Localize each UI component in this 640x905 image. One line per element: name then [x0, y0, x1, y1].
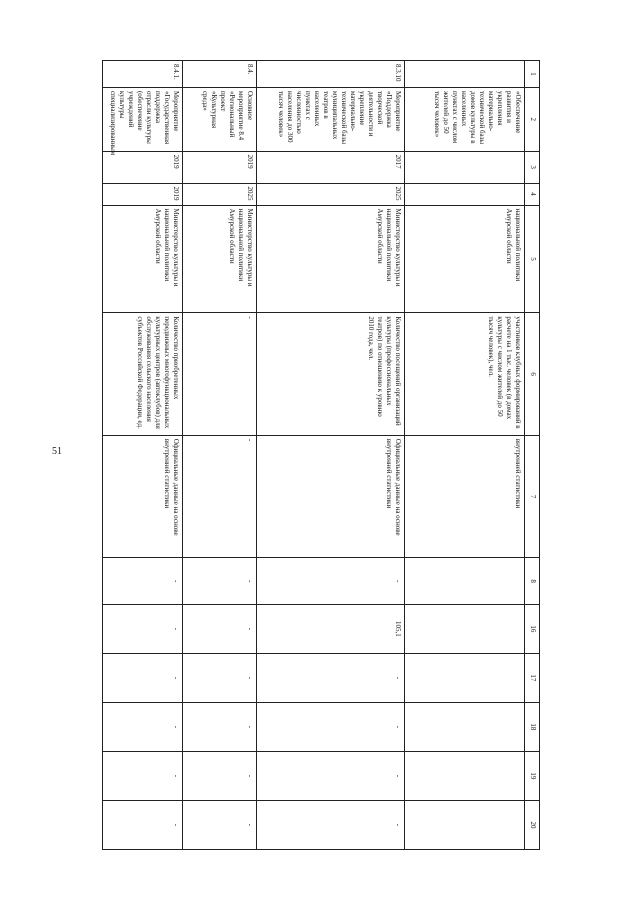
header-cell: 18	[525, 702, 540, 751]
cell-executor: Министерство культуры и национальной политики Амурской области	[257, 205, 405, 313]
header-cell: 16	[525, 604, 540, 653]
cell-start-year: 2019	[183, 151, 257, 183]
header-cell: 1	[525, 61, 540, 88]
header-cell: 20	[525, 800, 540, 849]
cell-value: -	[183, 751, 257, 800]
cell-value: -	[183, 800, 257, 849]
cell-source: Официальные данные на основе внутренней статистики	[257, 435, 405, 558]
cell-value	[405, 558, 525, 605]
table-row	[103, 61, 183, 850]
cell-activity: Мероприятие «Поддержка творческой деятельности и укрепление материально-технической базы муниципальных театров в населенных пунктах с численностью населения до 300 тысяч человек»	[257, 87, 405, 151]
cell-start-year: 2017	[257, 151, 405, 183]
header-cell: 3	[525, 151, 540, 183]
cell-value: -	[103, 800, 183, 849]
cell-number: 8.3.10	[257, 61, 405, 88]
cell-value	[405, 653, 525, 702]
cell-value: -	[183, 653, 257, 702]
header-cell: 17	[525, 653, 540, 702]
cell-value	[405, 800, 525, 849]
cell-executor: Министерство культуры и национальной политики Амурской области	[183, 205, 257, 313]
table-header-row	[525, 61, 540, 850]
cell-end-year	[405, 183, 525, 205]
cell-value: -	[257, 800, 405, 849]
page-number: 51	[52, 446, 62, 457]
cell-value: -	[257, 653, 405, 702]
cell-end-year: 2025	[183, 183, 257, 205]
cell-executor: национальной политики Амурской области	[405, 205, 525, 313]
indicators-table	[102, 60, 540, 850]
cell-value: 105,1	[257, 604, 405, 653]
header-cell: 7	[525, 435, 540, 558]
document-sheet	[110, 60, 540, 850]
table-row	[405, 61, 525, 850]
cell-end-year: 2019	[103, 183, 183, 205]
header-cell: 8	[525, 558, 540, 605]
cell-indicator: участников клубных формирований в расчете на 1 тыс. человек (в домах культуры с числом жителей до 50 тысяч человек), чел.	[405, 313, 525, 436]
cell-value: -	[103, 702, 183, 751]
cell-source: внутренней статистики	[405, 435, 525, 558]
cell-value: -	[183, 702, 257, 751]
cell-indicator: Количество приобретенных передвижных многофункциональных культурных центров (автоклубов) для обслуживания сельского населения субъектов Российской Федерации, ед.	[103, 313, 183, 436]
cell-start-year: 2019	[103, 151, 183, 183]
cell-number	[405, 61, 525, 88]
cell-value	[405, 604, 525, 653]
header-cell: 5	[525, 205, 540, 313]
cell-value: -	[103, 558, 183, 605]
cell-value: -	[183, 604, 257, 653]
table-row	[183, 61, 257, 850]
cell-activity: Основное мероприятие 8.4 «Региональный проект «Культурная среда»	[183, 87, 257, 151]
cell-executor: Министерство культуры и национальной политики Амурской области	[103, 205, 183, 313]
cell-number: 8.4.	[183, 61, 257, 88]
cell-value: -	[257, 558, 405, 605]
header-cell: 2	[525, 87, 540, 151]
cell-start-year	[405, 151, 525, 183]
header-cell: 6	[525, 313, 540, 436]
cell-value: -	[257, 702, 405, 751]
cell-value: -	[103, 653, 183, 702]
cell-end-year: 2025	[257, 183, 405, 205]
table-row	[257, 61, 405, 850]
cell-source: -	[183, 435, 257, 558]
cell-value: -	[257, 751, 405, 800]
cell-indicator: -	[183, 313, 257, 436]
cell-value	[405, 751, 525, 800]
cell-value: -	[103, 751, 183, 800]
cell-value: -	[103, 604, 183, 653]
cell-value	[405, 702, 525, 751]
header-cell: 4	[525, 183, 540, 205]
cell-indicator: Количество посещений организаций культуры (профессиональных театров) по отношению к уровню 2010 года, чел.	[257, 313, 405, 436]
cell-source: Официальные данные на основе внутренней статистики	[103, 435, 183, 558]
cell-value: -	[183, 558, 257, 605]
header-cell: 19	[525, 751, 540, 800]
cell-activity: Мероприятие «Государственная поддержка отрасли культуры (обеспечение учреждений культуры специализированным	[103, 87, 183, 151]
cell-number: 8.4.1.	[103, 61, 183, 88]
cell-activity: «Обеспечение развития и укрепления материально-технической базы домов культуры в населенных пунктах с числом жителей до 50 тысяч человек»	[405, 87, 525, 151]
